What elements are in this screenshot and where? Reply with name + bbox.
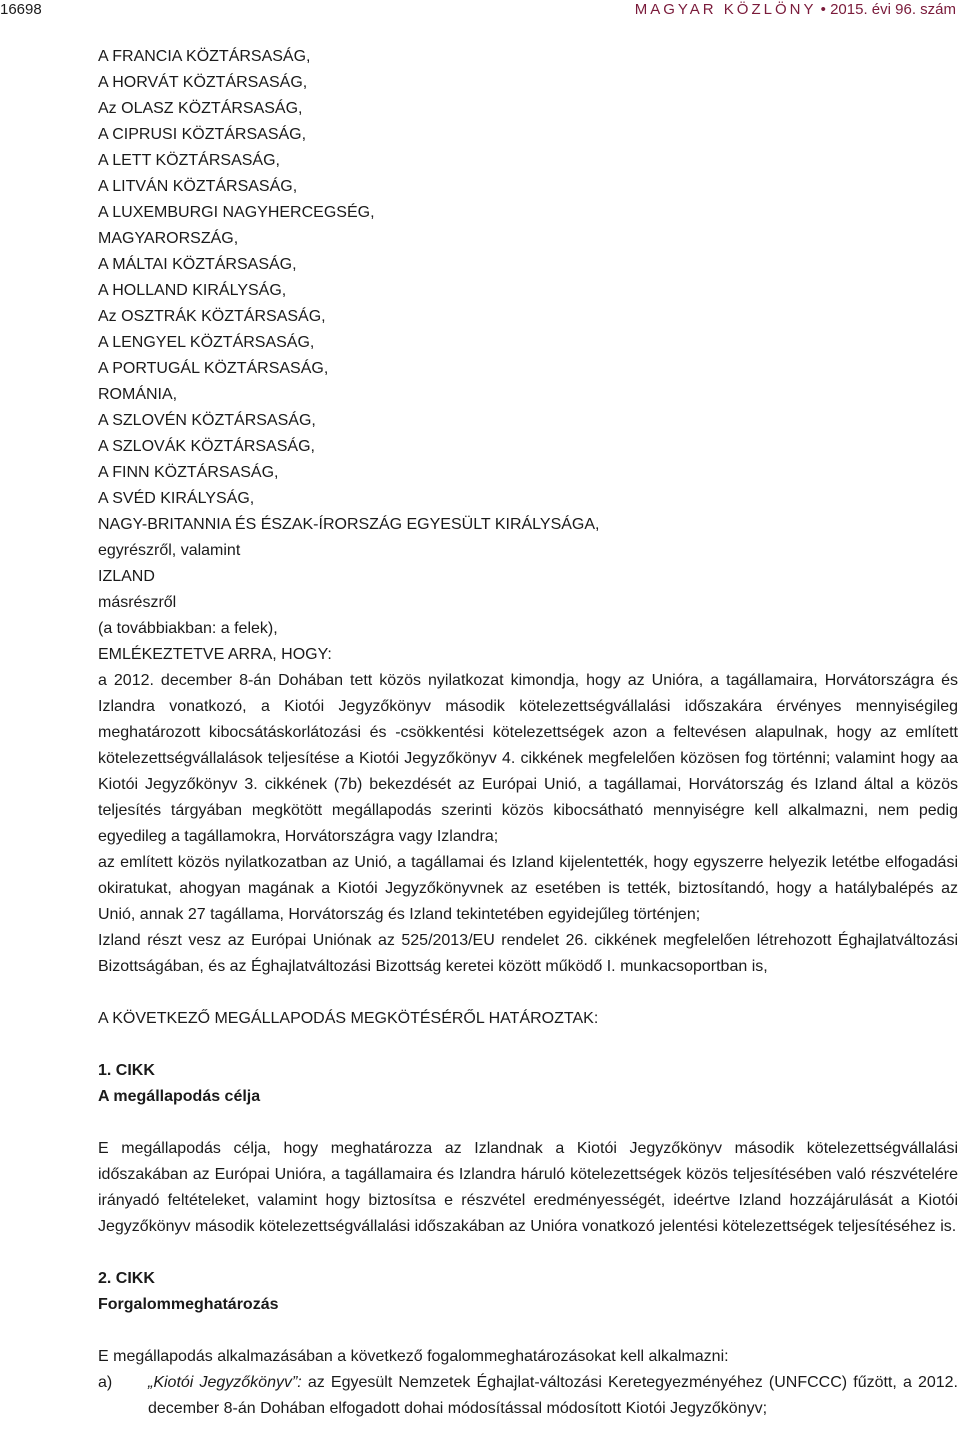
party-item: A FINN KÖZTÁRSASÁG, <box>98 464 279 481</box>
party-item: A SVÉD KIRÁLYSÁG, <box>98 490 255 507</box>
definition-item <box>98 1370 958 1422</box>
party-item: MAGYARORSZÁG, <box>98 230 239 247</box>
definition-text: az Egyesült Nemzetek Éghajlat-változási Keretegyezményéhez (UNFCCC) fűzött, a 2012. december 8-án Dohában elfogadott dohai módosítással módosított Kiotói Jegyzőkönyv; <box>148 1374 959 1417</box>
party-item: A LENGYEL KÖZTÁRSASÁG, <box>98 334 315 351</box>
party-item: Az OLASZ KÖZTÁRSASÁG, <box>98 100 303 117</box>
article-text: E megállapodás célja, hogy meghatározza az Izlandnak a Kiotói Jegyzőkönyv második kötelezettségvállalási időszakában az Európai Unióra, a tagállamaira és Izlandra háruló kötelezettségek közös teljesítésében való részvételére irányadó feltételeket, valamint hogy biztosítsa e részvétel eredményességét, ideértve Izland hozzájárulását a Kiotói Jegyzőkönyv második kötelezettségvállalási időszakában az Unióra vonatkozó jelentési kötelezettségek teljesítéséhez is. <box>98 1140 958 1235</box>
party-item: A LUXEMBURGI NAGYHERCEGSÉG, <box>98 204 375 221</box>
party-item: A HOLLAND KIRÁLYSÁG, <box>98 282 287 299</box>
party-item: A PORTUGÁL KÖZTÁRSASÁG, <box>98 360 329 377</box>
definition-term: „Kiotói Jegyzőkönyv”: <box>148 1374 302 1391</box>
party-item: A LETT KÖZTÁRSASÁG, <box>98 152 280 169</box>
issue-info <box>635 0 956 20</box>
decision-heading: A KÖVETKEZŐ MEGÁLLAPODÁS MEGKÖTÉSÉRŐL HATÁROZTAK: <box>98 1010 599 1027</box>
header-separator: • <box>820 1 826 18</box>
party-item: A MÁLTAI KÖZTÁRSASÁG, <box>98 256 297 273</box>
party-item: Az OSZTRÁK KÖZTÁRSASÁG, <box>98 308 326 325</box>
definition-letter: a) <box>98 1374 113 1391</box>
party-item: IZLAND <box>98 568 155 585</box>
parties-list <box>98 44 958 668</box>
article-number: 2. CIKK <box>98 1270 155 1287</box>
party-item: másrészről <box>98 594 177 611</box>
party-item: A FRANCIA KÖZTÁRSASÁG, <box>98 48 311 65</box>
article-title: Forgalommeghatározás <box>98 1296 279 1313</box>
party-item: A SZLOVÁK KÖZTÁRSASÁG, <box>98 438 315 455</box>
party-item: ROMÁNIA, <box>98 386 178 403</box>
party-item: A CIPRUSI KÖZTÁRSASÁG, <box>98 126 307 143</box>
article-number: 1. CIKK <box>98 1062 155 1079</box>
party-item: A SZLOVÉN KÖZTÁRSASÁG, <box>98 412 316 429</box>
party-item: NAGY-BRITANNIA ÉS ÉSZAK-ÍRORSZÁG EGYESÜLT KIRÁLYSÁGA, <box>98 516 600 533</box>
article-title: A megállapodás célja <box>98 1088 261 1105</box>
recital-paragraph: Izland részt vesz az Európai Uniónak az 525/2013/EU rendelet 26. cikkének megfelelően létrehozott Éghajlatváltozási Bizottságában, és az Éghajlatváltozási Bizottság keretei között működő I. munkacsoportban is, <box>98 932 958 975</box>
journal-name: MAGYAR KÖZLÖNY <box>634 1 817 18</box>
document-body <box>98 44 958 1422</box>
issue-number: 2015. évi 96. szám <box>830 1 956 18</box>
recital-paragraph: a 2012. december 8-án Dohában tett közös nyilatkozat kimondja, hogy az Unióra, a tagállamaira, Horvátországra és Izlandra vonatkozó, a Kiotói Jegyzőkönyv második kötelezettségvállalási időszakára érvényes mennyiségileg meghatározott kibocsátáskorlátozási és -csökkentési kötelezettségek azon a feltevésen alapulnak, hogy az említett kötelezettségvállalások teljesítése a Kiotói Jegyzőkönyv 4. cikkének megfelelően közösen fog történni; valamint hogy aa Kiotói Jegyzőkönyv 3. cikkének (7b) bekezdését az Európai Unió, a tagállamai, Horvátország és Izland által a közös teljesítés tárgyában megkötött megállapodás szerinti közös kibocsátható mennyiségre kell alkalmazni, nem pedig egyedileg a tagállamokra, Horvátországra vagy Izlandra; <box>98 672 958 845</box>
article-text: E megállapodás alkalmazásában a következő fogalommeghatározásokat kell alkalmazni: <box>98 1348 729 1365</box>
party-item: (a továbbiakban: a felek), <box>98 620 278 637</box>
recital-paragraph: az említett közös nyilatkozatban az Unió, a tagállamai és Izland kijelentették, hogy egyszerre helyezik letétbe elfogadási okiratukat, ahogyan magának a Kiotói Jegyzőkönyvnek az esetében is tették, biztosítandó, hogy a hatálybalépés az Unió, annak 27 tagállama, Horvátország és Izland tekintetében egyidejűleg történjen; <box>98 854 958 923</box>
party-item: A LITVÁN KÖZTÁRSASÁG, <box>98 178 298 195</box>
page-header <box>0 0 960 22</box>
party-item: egyrészről, valamint <box>98 542 241 559</box>
definition-body <box>148 1370 958 1422</box>
party-item: A HORVÁT KÖZTÁRSASÁG, <box>98 74 308 91</box>
party-item: EMLÉKEZTETVE ARRA, HOGY: <box>98 646 332 663</box>
page-number: 16698 <box>0 1 42 18</box>
